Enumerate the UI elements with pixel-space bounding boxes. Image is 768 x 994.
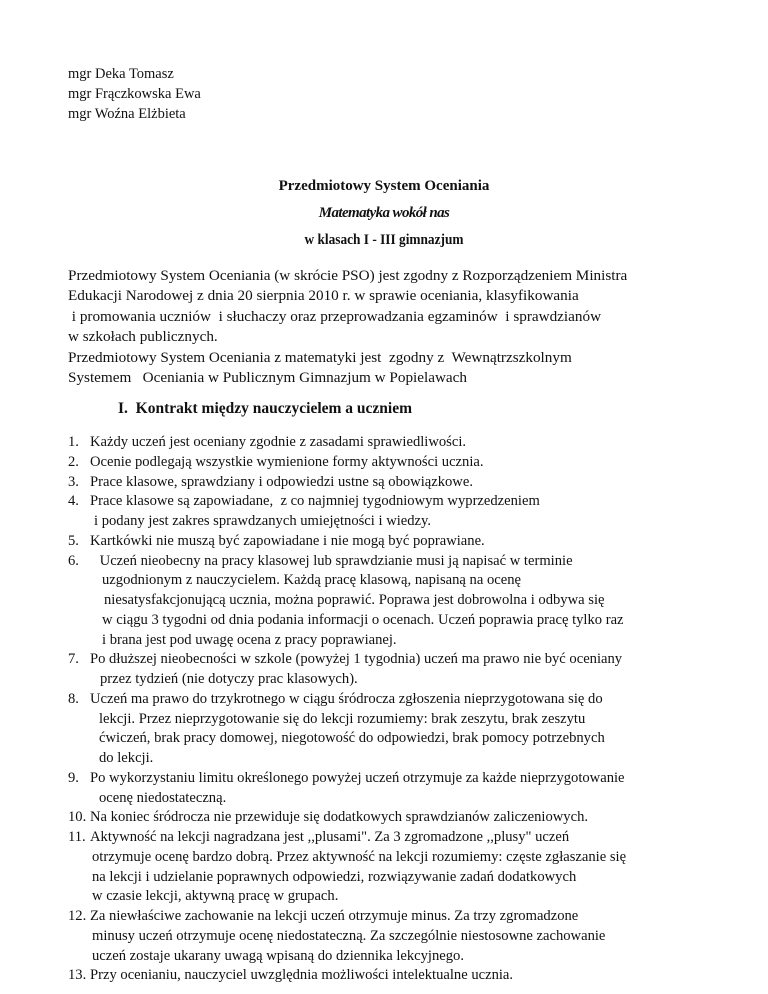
list-item-text: Uczeń ma prawo do trzykrotnego w ciągu śródrocza zgłoszenia nieprzygotowana się do [90, 690, 603, 707]
list-item-text: Prace klasowe są zapowiadane, z co najmniej tygodniowym wyprzedzeniem [90, 493, 540, 510]
list-item-continuation [0, 631, 768, 651]
list-item-number: 11. [68, 829, 86, 845]
list-item-text: lekcji. Przez nieprzygotowanie się do lekcji rozumiemy: brak zeszytu, brak zeszytu [99, 710, 586, 727]
author-name: mgr Deka Tomasz [68, 66, 174, 82]
intro-line: Przedmiotowy System Oceniania (w skrócie PSO) jest zgodny z Rozporządzeniem Ministra [68, 267, 628, 284]
list-item-text: uzgodnionym z nauczycielem. Każdą pracę klasową, napisaną na ocenę [102, 572, 521, 589]
list-item-continuation [0, 512, 768, 532]
list-item-text: Prace klasowe, sprawdziany i odpowiedzi ustne są obowiązkowe. [90, 473, 473, 490]
list-item-number: 2. [68, 453, 79, 470]
list-item-continuation [0, 868, 768, 888]
list-item-number: 3. [68, 473, 79, 490]
list-item-number: 4. [68, 493, 79, 510]
list-item-continuation [0, 571, 768, 591]
intro-line: Systemem Oceniania w Publicznym Gimnazjum w Popielawach [68, 369, 468, 387]
list-item-continuation [0, 848, 768, 868]
list-item-continuation [0, 729, 768, 749]
grade-subtitle: w klasach I - III gimnazjum [304, 232, 464, 248]
list-item-continuation [0, 670, 768, 690]
intro-line: i promowania uczniów i słuchaczy oraz przeprowadzania egzaminów i sprawdzianów [68, 307, 602, 325]
rules-list [0, 433, 768, 986]
list-item-text: Ocenie podlegają wszystkie wymienione formy aktywności ucznia. [90, 453, 484, 470]
list-item [0, 808, 768, 828]
list-item-text: w ciągu 3 tygodni od dnia podania informacji o ocenach. Uczeń poprawia pracę tylko raz [102, 611, 624, 628]
list-item-continuation [0, 591, 768, 611]
list-item [0, 828, 768, 848]
list-item-text: ćwiczeń, brak pracy domowej, niegotowość do odpowiedzi, brak pomocy potrzebnych [99, 730, 605, 747]
list-item [0, 453, 768, 473]
list-item-text: Za niewłaściwe zachowanie na lekcji uczeń otrzymuje minus. Za trzy zgromadzone [90, 908, 579, 924]
list-item-text: w czasie lekcji, aktywną pracę w grupach. [92, 888, 339, 905]
list-item-text: przez tydzień (nie dotyczy prac klasowych). [100, 671, 358, 687]
list-item-continuation [0, 789, 768, 809]
list-item-text: Przy ocenianiu, nauczyciel uwzględnia możliwości intelektualne ucznia. [90, 967, 514, 984]
list-item [0, 650, 768, 670]
list-item [0, 433, 768, 453]
document-title: Przedmiotowy System Oceniania [278, 178, 490, 194]
list-item-text: ocenę niedostateczną. [99, 789, 227, 806]
author-name: mgr Woźna Elżbieta [68, 106, 186, 122]
author-name: mgr Frączkowska Ewa [68, 86, 201, 102]
intro-line: w szkołach publicznych. [68, 328, 218, 346]
list-item-text: Uczeń nieobecny na pracy klasowej lub sprawdzianie musi ją napisać w terminie [96, 552, 573, 569]
list-item [0, 492, 768, 512]
list-item-number: 6. [68, 552, 79, 569]
list-item-continuation [0, 927, 768, 947]
list-item-number: 10. [68, 809, 87, 826]
subject-title: Matematyka wokół nas [318, 205, 450, 221]
list-item-continuation [0, 887, 768, 907]
list-item-continuation [0, 947, 768, 967]
list-item [0, 769, 768, 789]
list-item-number: 12. [68, 908, 87, 924]
list-item [0, 690, 768, 710]
list-item [0, 552, 768, 572]
list-item-number: 13. [68, 967, 87, 984]
list-item-number: 1. [68, 434, 79, 450]
intro-line: Przedmiotowy System Oceniania z matematyki jest zgodny z Wewnątrzszkolnym [68, 348, 572, 366]
list-item-text: minusy uczeń otrzymuje ocenę niedostateczną. Za szczególnie niestosowne zachowanie [92, 927, 606, 944]
list-item-continuation [0, 611, 768, 631]
intro-paragraph [68, 266, 627, 388]
section-heading: I. Kontrakt między nauczycielem a uczniem [118, 400, 413, 417]
list-item [0, 966, 768, 986]
list-item-number: 7. [68, 651, 79, 668]
list-item-text: Aktywność na lekcji nagradzana jest ,,plusami". Za 3 zgromadzone ,,plusy" uczeń [90, 829, 570, 845]
list-item-text: do lekcji. [99, 750, 154, 766]
list-item-text: na lekcji i udzielanie poprawnych odpowiedzi, rozwiązywanie zadań dodatkowych [92, 868, 577, 885]
list-item-text: Po wykorzystaniu limitu określonego powyżej uczeń otrzymuje za każde nieprzygotowanie [90, 769, 625, 786]
list-item-text: Każdy uczeń jest oceniany zgodnie z zasadami sprawiedliwości. [90, 434, 467, 450]
list-item-number: 5. [68, 532, 79, 549]
list-item-text: uczeń zostaje ukarany uwagą wpisaną do dziennika lekcyjnego. [92, 947, 464, 964]
list-item-text: i podany jest zakres sprawdzanych umiejętności i wiedzy. [94, 513, 432, 529]
list-item-number: 8. [68, 690, 79, 707]
intro-line: Edukacji Narodowej z dnia 20 sierpnia 2010 r. w sprawie oceniania, klasyfikowania [68, 287, 579, 305]
list-item-text: Kartkówki nie muszą być zapowiadane i nie mogą być poprawiane. [90, 532, 485, 549]
list-item-continuation [0, 749, 768, 769]
list-item-text: otrzymuje ocenę bardzo dobrą. Przez aktywność na lekcji rozumiemy: częste zgłaszanie się [92, 848, 627, 865]
list-item-number: 9. [68, 769, 79, 786]
list-item [0, 907, 768, 927]
list-item-text: i brana jest pod uwagę ocena z pracy poprawianej. [102, 631, 397, 648]
list-item [0, 532, 768, 552]
list-item-continuation [0, 710, 768, 730]
list-item [0, 473, 768, 493]
list-item-text: Na koniec śródrocza nie przewiduje się dodatkowych sprawdzianów zaliczeniowych. [90, 809, 589, 826]
list-item-text: niesatysfakcjonującą ucznia, można poprawić. Poprawa jest dobrowolna i odbywa się [104, 592, 605, 608]
list-item-text: Po dłuższej nieobecności w szkole (powyżej 1 tygodnia) uczeń ma prawo nie być oceniany [90, 651, 623, 668]
authors-block [68, 64, 201, 124]
